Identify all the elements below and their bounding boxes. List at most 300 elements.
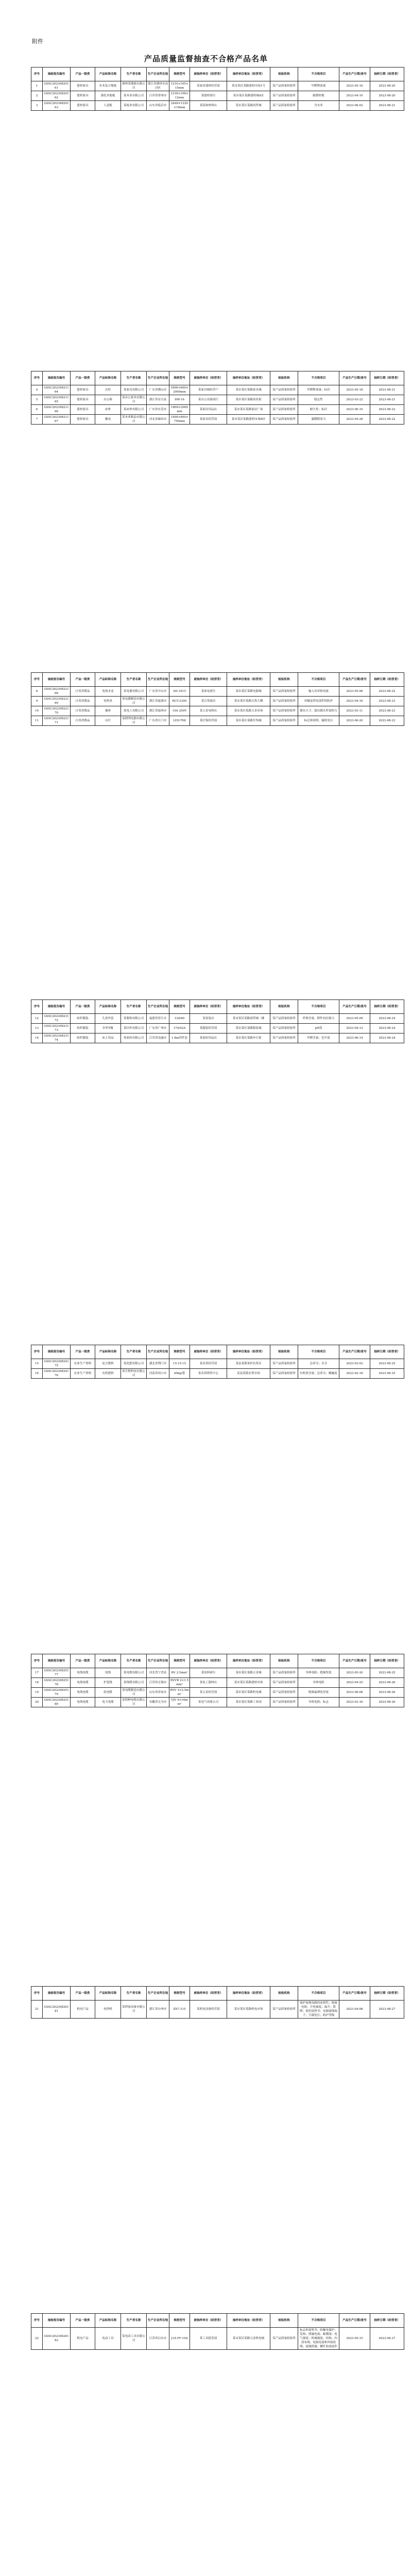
table-cell: 某市某区某路五金市场 [227,706,270,716]
column-header: 抽样日期（经营者） [370,673,404,687]
column-header: 不合格项目 [298,1345,339,1359]
table-cell: 插座 [95,706,121,716]
table-cell: GSSC20230820162 [43,91,71,101]
table-cell: 9 [31,697,43,706]
table-cell: 广东省东莞市 [147,405,169,415]
table-cell: 1 [31,81,43,91]
table-cell: 广东省江门市 [147,716,169,726]
table-cell: 某电缆有限公司 [121,1668,147,1678]
column-header: 生产者名称 [121,371,147,385]
table-row [31,385,404,395]
table-cell: 某产品质量检验所 [270,81,298,91]
table-cell: 2023-03-22 [339,395,370,405]
table-cell: 21 [31,2001,43,2019]
table-cell: 19 [31,1688,43,1698]
table-cell: 2023-08-26 [370,1678,404,1688]
table-cell: 2023-08-23 [370,716,404,726]
column-header: 抽检报告编号 [43,1987,71,2001]
table-cell: 某家具有限公司 [121,385,147,395]
table-cell: GSSC20230824175 [43,1359,71,1369]
table-cell: 2023-06-14 [339,1033,370,1043]
column-header: 规格型号 [169,673,190,687]
column-header: 抽样单位地址（经营者） [227,673,270,687]
table-cell: 某板业有限公司 [121,101,147,111]
table-cell: 8 [31,687,43,697]
table-cell: 2023-08-26 [370,1688,404,1698]
table-cell: 某办公家具有限公司 [121,395,147,405]
table-cell: 浙江省湖州市南浔区 [147,81,169,91]
table-row [31,1698,404,1707]
column-header: 被抽样单位（经营者） [190,371,227,385]
table-cell: 浙江省慈溪市 [147,697,169,706]
column-header: 产品一级类 [71,1654,95,1668]
table-cell: 有机肥料 [95,1369,121,1379]
table-cell: 床上用品 [95,1033,121,1043]
column-header: 生产企业所在地 [147,67,169,81]
table-cell: 11 [31,716,43,726]
table-cell: 某家纺有限公司 [121,1033,147,1043]
table-row [31,2328,404,2350]
table-cell: 对触及带电部件的防护 [298,697,339,706]
table-cell: 建材家具 [71,405,95,415]
table-cell: 1800×2000mm [169,405,190,415]
column-header: 规格型号 [169,371,190,385]
column-header: 检验机构 [270,371,298,385]
table-cell: 某电工器材店 [190,1678,227,1688]
table-cell: 某产品质量检验所 [270,101,298,111]
table-cell: 2023-06-10 [339,405,370,415]
column-header: 抽检报告编号 [43,1000,71,1014]
table-cell: GSSC20230822168 [43,687,71,697]
table-cell: 纺织服装 [71,1024,95,1033]
table-cell: 建材家具 [71,415,95,425]
table-cell: 2023-04-08 [339,2001,370,2019]
table-cell: ZX7-315 [169,2001,190,2019]
table-cell: 建材家具 [71,385,95,395]
table-cell: 120/60 [169,1014,190,1024]
table-cell: 江苏省启东市 [147,2328,169,2350]
column-header: 生产者名称 [121,1345,147,1359]
table-cell: 实木复合地板 [95,81,121,91]
column-header: 抽样单位地址（经营者） [227,1000,270,1014]
table-cell: 甲醛释放量 [298,81,339,91]
table-cell: 2023-08-24 [370,1033,404,1043]
column-header: 检验机构 [270,1987,298,2001]
table-cell: 2023-05-06 [339,687,370,697]
table-cell: 2023-08-20 [370,91,404,101]
column-header: 不合格项目 [298,673,339,687]
column-header: 规格型号 [169,1654,190,1668]
table-cell: 建材家具 [71,101,95,111]
table-cell: 某家具经营部 [190,415,227,425]
table-cell: 山东省临沂市 [147,101,169,111]
table-cell: 2023-06-08 [339,1688,370,1698]
table-cell: 某办公设备商行 [190,395,227,405]
table-cell: 某童装店 [190,1014,227,1024]
table-cell: GSSC20230821164 [43,385,71,395]
table-cell: 10 [31,706,43,716]
table-cell: 2023-04-25 [339,1678,370,1688]
column-header: 抽检报告编号 [43,1654,71,1668]
table-cell: 衣柜 [95,385,121,395]
table-cell: 2023-08-22 [370,405,404,415]
table-cell: 某木业有限公司 [121,91,147,101]
table-cell: 2023-03-02 [339,1359,370,1369]
table-cell: 纺织服装 [71,1014,95,1024]
table-cell: 稳定性 [298,395,339,405]
result-table [31,2313,404,2350]
table-cell: 某家居用品店 [190,405,227,415]
column-header: 被抽样单位（经营者） [190,1345,227,1359]
table-cell: 15 [31,1359,43,1369]
column-header: 生产企业所在地 [147,1000,169,1014]
table-cell: 某市某区某路建材城A区 [227,91,270,101]
column-header: 检验机构 [270,2314,298,2328]
table-cell: 机电产品 [71,2328,95,2350]
table-cell: 某电工有限公司 [121,706,147,716]
table-cell: 电线电缆 [71,1678,95,1688]
table-cell: GSSC20230820161 [43,81,71,91]
table-cell: 针织T恤 [95,1024,121,1033]
table-cell: 某市某区某路百货大楼 [227,697,270,706]
table-cell: GSSC20230825179 [43,1688,71,1698]
table-cell: GSSC20230825178 [43,1678,71,1688]
column-header: 序号 [31,2314,43,2328]
table-cell: 某电动工具有限公司 [121,2328,147,2350]
table-cell: 江苏省无锡市 [147,1678,169,1688]
table-cell: 2023-08-25 [370,1668,404,1678]
table-cell: 6 [31,405,43,415]
column-header: 产品一级类 [71,1987,95,2001]
column-header: 序号 [31,1654,43,1668]
column-header: 序号 [31,1987,43,2001]
table-cell: 2023-04-16 [339,697,370,706]
table-cell: 某建材商行 [190,91,227,101]
table-cell: J1Z-FF-10A [169,2328,190,2350]
table-cell: 某五金经营部 [190,1688,227,1698]
column-header: 生产企业所在地 [147,1987,169,2001]
table-cell: GSSC20230820163 [43,101,71,111]
table-cell: 2023-08-21 [370,395,404,405]
table-cell: 儿童外套 [95,1014,121,1024]
table-cell: 2023-05-16 [339,81,370,91]
table-cell: 某市某区某路建材市场B区 [227,415,270,425]
table-cell: 安徽省无为市 [147,1698,169,1707]
table-cell: 台灯 [95,716,121,726]
table-row [31,1678,404,1688]
table-cell: 电线电缆 [71,1688,95,1698]
table-cell: 电动工具 [95,2328,121,2350]
table-cell: 某农资销售中心 [190,1369,227,1379]
table-cell: 某针织有限公司 [121,1024,147,1033]
column-header: 抽检报告编号 [43,2314,71,2328]
table-cell: 某产品质量检验所 [270,2001,298,2019]
column-header: 产品一级类 [71,2314,95,2328]
table-row [31,1033,404,1043]
table-row [31,405,404,415]
header-row [31,1654,404,1668]
table-row [31,687,404,697]
table-cell: 40kg/袋 [169,1369,190,1379]
table-cell: 浙江省温州市 [147,706,169,716]
table-cell: 1800×600×2000mm [169,385,190,395]
table-cell: 江苏省南通市 [147,1033,169,1043]
table-cell: GSSC20230822171 [43,716,71,726]
table-cell: 某家居建材经营部 [190,81,227,91]
table-cell: 纤维含量；附件抗拉强力 [298,1014,339,1024]
table-cell: 办公椅 [95,395,121,405]
column-header: 被抽样单位（经营者） [190,673,227,687]
table-cell: 2440×1220×18mm [169,101,190,111]
table-cell: 某市某区某路家具城 [227,385,270,395]
column-header: 产品标称名称 [95,2314,121,2328]
table-cell: 2023-08-22 [370,415,404,425]
result-table [31,672,404,726]
header-row [31,673,404,687]
table-cell: 农业生产资料 [71,1359,95,1369]
table-cell: 2023-08-22 [370,687,404,697]
table-cell: 2 [31,91,43,101]
table-cell: 2023-02-18 [339,1369,370,1379]
table-cell: 广东省中山市 [147,687,169,697]
result-table [31,999,404,1043]
column-header: 抽检报告编号 [43,1345,71,1359]
table-cell: 2023-04-28 [339,415,370,425]
table-cell: 某市某区某路建材市场1号 [227,81,270,91]
table-cell: 170/92A [169,1024,190,1033]
column-header: 产品标称名称 [95,1345,121,1359]
column-header: 产品标称名称 [95,1987,121,2001]
table-cell: DW-16 [169,395,190,405]
table-cell: 强化木地板 [95,91,121,101]
column-header: 序号 [31,67,43,81]
table-cell: 2023-08-21 [370,385,404,395]
table-cell: 护套线 [95,1678,121,1688]
table-cell: 标记和说明；骚扰电压 [298,716,339,726]
table-cell: 2023-08-27 [370,2001,404,2019]
table-cell: BVVB 2×1.5mm² [169,1678,190,1688]
table-cell: 某电气设备公司 [190,1698,227,1707]
table-row [31,697,404,706]
table-cell: 某市某区某路五金机电城 [227,2328,270,2350]
table-cell: RVV 3×2.5mm² [169,1688,190,1698]
table-cell: 1.8m四件套 [169,1033,190,1043]
table-cell: 13 [31,1024,43,1033]
table-cell: 2023-08-21 [370,101,404,111]
table-row [31,395,404,405]
table-cell: 某产品质量检验所 [270,385,298,395]
table-cell: 电线 [95,1668,121,1678]
table-row [31,1668,404,1678]
table-cell: 某产品质量检验所 [270,415,298,425]
table-cell: 某市某区某路五金城 [227,1668,270,1678]
table-cell: GSSC20230823174 [43,1033,71,1043]
table-cell: GSSC20230822169 [43,697,71,706]
table-cell: 建材家具 [71,395,95,405]
column-header: 抽样日期（经营者） [370,1000,404,1014]
table-cell: 某市某区某路工业园 [227,1698,270,1707]
table-cell: 某百货商店 [190,697,227,706]
table-cell: 日用消费品 [71,687,95,697]
table-cell: 某生物科技有限公司 [121,1369,147,1379]
table-cell: 某市某区某路建材市场 [227,1678,270,1688]
page-title: 产品质量监督抽查不合格产品名单 [144,54,268,63]
table-cell: 2023-08-24 [370,1014,404,1024]
column-header: 生产者名称 [121,1654,147,1668]
table-cell: 2023-03-30 [339,1698,370,1707]
table-cell: 江苏省常州市 [147,91,169,101]
column-header: 序号 [31,673,43,687]
table-cell: 某家具城经营户 [190,385,227,395]
column-header: 检验机构 [270,1345,298,1359]
table-cell: 建材家具 [71,81,95,91]
table-cell: 导体电阻；标志 [298,1698,339,1707]
table-cell: 日用消费品 [71,706,95,716]
table-cell: GSSC20230823173 [43,1024,71,1033]
table-cell: 某床垫有限公司 [121,405,147,415]
table-cell: 某市某区某路电器城 [227,687,270,697]
table-cell: 10A 250V [169,706,190,716]
table-cell: 某产品质量检验所 [270,405,298,415]
column-header: 产品生产日期/批号 [339,67,370,81]
table-cell: 漆膜附着力 [298,415,339,425]
column-header: 产品生产日期/批号 [339,1000,370,1014]
table-cell: 某产品质量检验所 [270,1698,298,1707]
table-cell: 日用消费品 [71,697,95,706]
column-header: 抽样日期（经营者） [370,1345,404,1359]
column-header: 产品一级类 [71,371,95,385]
column-header: 生产企业所在地 [147,371,169,385]
table-cell: 某灯饰经营部 [190,716,227,726]
table-cell: 湖北省荆门市 [147,1359,169,1369]
table-cell: 某电缆制造有限公司 [121,1688,147,1698]
column-header: 产品生产日期/批号 [339,1987,370,2001]
table-cell: 某木业制品有限公司 [121,415,147,425]
table-cell: 纺织服装 [71,1033,95,1043]
table-cell: 保护接地电路的连续性；绝缘电阻；介电强度；温升；铭牌；使用说明书；电源接线端子；空载电压；防护等级 [298,2001,339,2019]
table-cell: 某市某区某路灯饰城 [227,716,270,726]
table-cell: 电吹风 [95,697,121,706]
column-header: 生产企业所在地 [147,2314,169,2328]
column-header: 不合格项目 [298,1987,339,2001]
result-table [31,1654,404,1707]
table-cell: 某工具批发部 [190,2328,227,2350]
table-cell: 耐磨转数 [298,91,339,101]
column-header: 检验机构 [270,67,298,81]
column-header: 不合格项目 [298,371,339,385]
header-row [31,1987,404,2001]
table-cell: 某化肥有限公司 [121,1359,147,1369]
table-cell: YJV 4×16mm² [169,1698,190,1707]
column-header: 抽样日期（经营者） [370,371,404,385]
table-cell: GSSC20230826181 [43,2001,71,2019]
table-cell: 7 [31,415,43,425]
result-table [31,1986,404,2019]
table-cell: 某机电设备经营部 [190,2001,227,2019]
header-row [31,1345,404,1359]
table-cell: 2023-04-10 [339,91,370,101]
result-table [31,67,404,111]
column-header: 产品一级类 [71,67,95,81]
table-cell: 2023-08-24 [370,1024,404,1033]
table-cell: GSSC20230824176 [43,1369,71,1379]
column-header: 产品生产日期/批号 [339,673,370,687]
table-cell: 某服装经营部 [190,1024,227,1033]
table-cell: 12 [31,1014,43,1024]
table-cell: 3 [31,101,43,111]
table-cell: GSSC20230821167 [43,415,71,425]
table-cell: 20 [31,1698,43,1707]
result-table [31,371,404,425]
table-cell: LED-T08 [169,716,190,726]
column-header: 产品生产日期/批号 [339,371,370,385]
column-header: 产品生产日期/批号 [339,1654,370,1668]
column-header: 抽样单位地址（经营者） [227,1987,270,2001]
table-cell: 某市某区某路服装城 [227,1024,270,1033]
table-cell: 河南省周口市 [147,1369,169,1379]
table-cell: GSSC20230825177 [43,1668,71,1678]
table-cell: 某产品质量检验所 [270,706,298,716]
table-cell: 河北省宁晋县 [147,1668,169,1678]
column-header: 产品标称名称 [95,673,121,687]
table-cell: 河北省廊坊市 [147,415,169,425]
table-cell: 山东省济南市 [147,1688,169,1698]
table-cell: 湖州某地板有限公司 [121,81,147,91]
table-cell: 浙江省安吉县 [147,395,169,405]
table-cell: 2023-08-27 [370,2328,404,2350]
table-cell: 某电器制造有限公司 [121,697,147,706]
table-row [31,101,404,111]
table-cell: GSSC20230821165 [43,395,71,405]
column-header: 生产企业所在地 [147,673,169,687]
table-cell: 2023-03-11 [339,706,370,716]
table-cell: 某产品质量检验所 [270,91,298,101]
table-cell: GSSC20230825180 [43,1698,71,1707]
column-header: 抽样日期（经营者） [370,1987,404,2001]
table-cell: 电线电缆 [71,1668,95,1678]
table-cell: 某县某镇农贸市场 [227,1369,270,1379]
column-header: 规格型号 [169,1000,190,1014]
table-cell: 某县某镇某村农资店 [227,1359,270,1369]
table-cell: GSSC20230822170 [43,706,71,716]
table-cell: SH-1815 [169,687,190,697]
column-header: 抽检报告编号 [43,371,71,385]
column-header: 规格型号 [169,1345,190,1359]
table-cell: 某产品质量检验所 [270,1359,298,1369]
table-cell: 总养分；水分 [298,1359,339,1369]
table-row [31,1688,404,1698]
table-row [31,706,404,716]
table-cell: 餐桌 [95,415,121,425]
column-header: 被抽样单位（经营者） [190,1654,227,1668]
column-header: 检验机构 [270,1000,298,1014]
table-cell: 某市某区某路步行街 [227,1033,270,1043]
column-header: 生产者名称 [121,67,147,81]
table-cell: 17 [31,1668,43,1678]
column-header: 抽样单位地址（经营者） [227,2314,270,2328]
table-cell: 某家电商行 [190,687,227,697]
table-cell: 某市某区某路商贸城二楼 [227,1014,270,1024]
column-header: 生产者名称 [121,2314,147,2328]
table-cell: 2023-08-23 [370,697,404,706]
table-cell: 16 [31,1369,43,1379]
table-cell: 床垫 [95,405,121,415]
table-cell: 导体电阻 [298,1678,339,1688]
table-cell: 广东省佛山市 [147,385,169,395]
column-header: 抽样日期（经营者） [370,2314,404,2328]
table-cell: 2023-04-12 [339,1024,370,1033]
table-cell: 某电器有限公司 [121,687,147,697]
